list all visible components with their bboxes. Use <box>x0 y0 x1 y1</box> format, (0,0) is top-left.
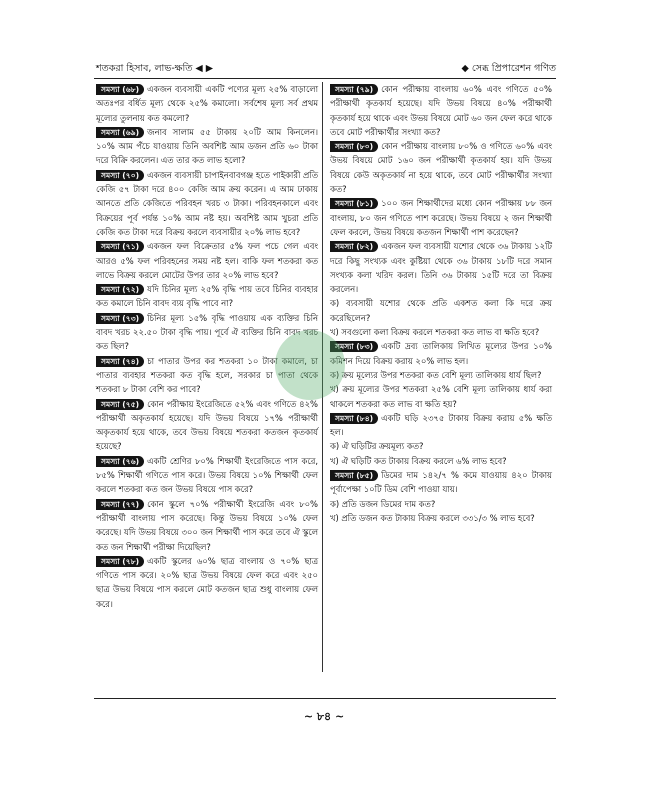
problem-item <box>96 82 318 125</box>
sub-question <box>330 382 552 411</box>
problem-item <box>330 196 552 239</box>
header-right-title: ◆ সেব্ধ প্রিপারেশন গণিত <box>461 63 556 74</box>
watermark-logo-icon <box>275 330 345 400</box>
problem-badge: সমস্যা (৮২) <box>330 241 378 252</box>
problem-item <box>96 239 318 282</box>
problem-badge: সমস্যা (৬৯) <box>96 127 144 138</box>
sub-question-text: ক) ব্যবসায়ী যশোর থেকে প্রতি একশত কলা কি দরে ক্রয় করেছিলেন? <box>330 298 552 323</box>
sub-question-text: ক) ঐ ঘড়িটির ক্রয়মূল্য কত? <box>330 441 424 452</box>
problem-badge: সমস্যা (৭০) <box>96 170 144 181</box>
problem-text: একজন ব্যবসায়ী চাপাইনবাবগঞ্জ হতে পাইকারী প্রতি কেজি ৫৭ টাকা দরে ৪০০ কেজি আম ক্রয় করেন। এ আম ঢাকায় আনতে প্রতি কেজিতে পরিবহন খরচ ৩ টাকা। পরিবহনকালে এবং বিক্রয়ের পূর্ব পর্যন্ত ১০% আম নষ্ট হয়। অবশিষ্ট আম খুচরা প্রতি কেজি কত টাকা দরে বিক্রয় করলে ব্যবসায়ীর ২০% লাভ হবে? <box>96 169 318 237</box>
problem-badge: সমস্যা (৮১) <box>330 198 378 209</box>
problem-text: ডিমের দাম ১৪২/৭ % কমে যাওয়ায় ৪২০ টাকায় পূর্বাপেক্ষা ১০টি ডিম বেশি পাওয়া যায়। <box>330 470 552 495</box>
problem-text: চা পাতার উপর কর শতকরা ১০ টাকা কমালে, চা পাতার ব্যবহার শতকরা কত বৃদ্ধি হলে, সরকার চা পাতা থেকে শতকরা ৮ টাকা বেশি কর পাবে? <box>96 355 318 395</box>
problem-text: একজন ফল বিক্রেতার ৫% ফল পচে গেল এবং আরও ৫% ফল পরিবহনের সময় নষ্ট হল। বাকি ফল শতকরা কত লাভে বিক্রয় করলে মোটের উপর তার ২০% লাভ হবে? <box>96 241 318 280</box>
problem-badge: সমস্যা (৭৬) <box>96 456 144 467</box>
problem-badge: সমস্যা (৭১) <box>96 241 144 252</box>
sub-question <box>330 368 552 382</box>
problem-text: কোন পরীক্ষায় বাংলায় ৮০% ও গণিতে ৬০% এবং উভয় বিষয়ে মোট ১৬০ জন পরীক্ষার্থী কৃতকার্য হয়। যদি উভয় বিষয়ে কেউ অকৃতকার্য না হয়ে থাকে, তবে মোট পরীক্ষার্থীর সংখ্যা কত? <box>330 141 552 195</box>
problem-item <box>96 454 318 497</box>
problem-badge: সমস্যা (৭৯) <box>330 84 378 95</box>
problem-text: একজন ব্যবসায়ী একটি পণ্যের মূল্য ২৫% বাড়ালো অতঃপর বর্ধিত মূল্য থেকে ২৫% কমালো। সর্বশেষ মূল্য সর্ব প্রথম মূল্যের তুলনায় কত কমলো? <box>96 84 318 123</box>
problem-text: একটি দ্রব্য তালিকায় লিখিত মূল্যের উপর ১০% কমিশন দিয়ে বিক্রয় করায় ২০% লাভ হল। <box>330 341 552 366</box>
problem-text: যদি চিনির মূল্য ২৫% বৃদ্ধি পায় তবে চিনির ব্যবহার কত কমালে চিনি বাবদ ব্যয় বৃদ্ধি পাবে না? <box>96 284 318 309</box>
problem-badge: সমস্যা (৬৮) <box>96 84 144 95</box>
problem-text: জনাব সালাম ৫৫ টাকায় ২০টি আম কিনলেন। ১০% আম পঁচে যাওয়ায় তিনি অবশিষ্ট আম ডজন প্রতি ৬০ টাকা দরে বিক্রি করলেন। এত তার কত লাভ হলো? <box>96 126 318 166</box>
sub-question <box>330 325 552 339</box>
right-column <box>330 82 552 525</box>
problem-badge: সমস্যা (৮০) <box>330 141 378 152</box>
problem-text: কোন পরীক্ষায় ইংরেজিতে ৫২% এবং গণিতে ৪২% পরীক্ষার্থী অকৃতকার্য হয়েছে। যদি উভয় বিষয়ে ১৭% পরীক্ষার্থী অকৃতকার্য হয়ে থাকে, তবে উভয় বিষয়ে শতকরা কতজন কৃতকার্য হয়েছে? <box>96 398 318 452</box>
problem-item <box>330 468 552 497</box>
problem-badge: সমস্যা (৮৪) <box>330 413 378 424</box>
problem-item <box>330 411 552 440</box>
problem-badge: সমস্যা (৮৩) <box>330 341 378 352</box>
header-rule <box>94 78 556 79</box>
sub-question <box>330 511 552 525</box>
problem-badge: সমস্যা (৭৭) <box>96 499 144 510</box>
problem-text: কোন স্কুলে ৭০% পরীক্ষার্থী ইংরেজি এবং ৮০% পরীক্ষার্থী বাংলায় পাস করেছে। কিন্তু উভয় বিষয়ে ১০% ফেল করেছে। যদি উভয় বিষয়ে ৩০০ জন শিক্ষার্থী পাস করে তবে ঐ স্কুলে কত জন শিক্ষার্থী পরীক্ষা দিয়েছিল? <box>96 498 318 552</box>
problem-item <box>330 82 552 139</box>
sub-question-text: খ) প্রতি ডজন কত টাকায় বিক্রয় করলে ৩৩১/৩ % লাভ হবে? <box>330 512 535 523</box>
sub-question-text: খ) ঐ ঘড়িটি কত টাকায় বিক্রয় করলে ৬% লাভ হবে? <box>330 455 507 466</box>
problem-text: একটি স্কুলের ৬০% ছাত্র বাংলায় ও ৭০% ছাত্র গণিতে পাস করে। ২০% ছাত্র উভয় বিষয়ে ফেল করে এবং ২৫০ ছাত্র উভয় বিষয়ে পাস করলে মোট কতজন ছাত্র শুধু বাংলায় ফেল করে। <box>96 555 318 609</box>
problem-item <box>96 497 318 554</box>
problem-item <box>96 397 318 454</box>
problem-item <box>330 139 552 196</box>
problem-text: চিনির মূল্য ১৫% বৃদ্ধি পাওয়ায় এক ব্যক্তির চিনি বাবদ খরচ ২২.৫০ টাকা বৃদ্ধি পায়। পূর্বে ঐ ব্যক্তির চিনি বাবদ খরচ কত ছিল? <box>96 312 318 352</box>
problem-text: একটি ঘড়ি ২৩৭৫ টাকায় বিক্রয় করায় ৫% ক্ষতি হল। <box>330 412 552 438</box>
page-number: ~ ৮৪ ~ <box>303 710 345 723</box>
problem-item <box>330 239 552 296</box>
problem-item <box>96 554 318 611</box>
problem-text: একটি শ্রেণির ৮০% শিক্ষার্থী ইংরেজিতে পাস করে, ৮৫% শিক্ষার্থী গণিতে পাস করে। উভয় বিষয়ে ১০% শিক্ষার্থী ফেল করলে শতকরা কত জন উভয় বিষয়ে পাস করে? <box>96 455 318 495</box>
sub-question <box>330 454 552 468</box>
problem-badge: সমস্যা (৭৫) <box>96 399 144 410</box>
sub-question <box>330 439 552 453</box>
header-left-title: শতকরা হিসাব, লাভ-ক্ষতি ◀ ▶ <box>96 63 213 74</box>
sub-question <box>330 296 552 325</box>
sub-question-text: খ) ক্রয় মূল্যের উপর শতকরা ২৫% বেশি মূল্য তালিকায় ধার্য করা থাকলে শতকরা কত লাভ বা ক্ষতি হয়? <box>330 384 552 409</box>
problem-badge: সমস্যা (৭৮) <box>96 556 144 567</box>
problem-text: কোন পরীক্ষায় বাংলায় ৬০% এবং গণিতে ৫০% পরীক্ষার্থী কৃতকার্য হয়েছে। যদি উভয় বিষয়ে ৪০% পরীক্ষার্থী কৃতকার্য হয়ে থাকে এবং উভয় বিষয়ে মোট ৬০ জন ফেল করে থাকে তবে মোট পরীক্ষার্থীর সংখ্যা কত? <box>330 84 552 137</box>
problem-badge: সমস্যা (৮৫) <box>330 470 378 481</box>
problem-badge: সমস্যা (৭২) <box>96 284 144 295</box>
problem-text: একজন ফল ব্যবসায়ী যশোর থেকে ৩৬ টাকায় ১২টি দরে কিছু সংখ্যক এবং কুষ্টিয়া থেকে ৩৬ টাকায় ১৮টি দরে সমান সংখ্যক কলা খরিদ করল। তিনি ৩৬ টাকায় ১৫টি দরে তা বিক্রয় করলেন। <box>330 241 552 295</box>
problem-item <box>96 168 318 239</box>
sub-question-text: ক) প্রতি ডজন ডিমের দাম কত? <box>330 498 436 509</box>
footer-rule <box>94 698 556 699</box>
problem-text: ১০০ জন শিক্ষার্থীদের মধ্যে কোন পরীক্ষায় ৮৮ জন বাংলায়, ৮০ জন গণিতে পাশ করেছে। উভয় বিষয়ে ২ জন শিক্ষার্থী ফেল করলে, উভয় বিষয়ে কতজন শিক্ষার্থী পাশ করেছেন? <box>330 198 552 237</box>
problem-item <box>96 282 318 311</box>
problem-item <box>330 339 552 368</box>
sub-question <box>330 497 552 511</box>
sub-question-text: খ) সবগুলো কলা বিক্রয় করলে শতকরা কত লাভ বা ক্ষতি হবে? <box>330 327 540 338</box>
problem-badge: সমস্যা (৭৩) <box>96 313 144 324</box>
problem-badge: সমস্যা (৭৪) <box>96 356 144 367</box>
sub-question-text: ক) ক্রয় মূল্যের উপর শতকরা কত বেশি মূল্য তালিকায় ধার্য ছিল? <box>330 369 542 380</box>
problem-item <box>96 125 318 168</box>
